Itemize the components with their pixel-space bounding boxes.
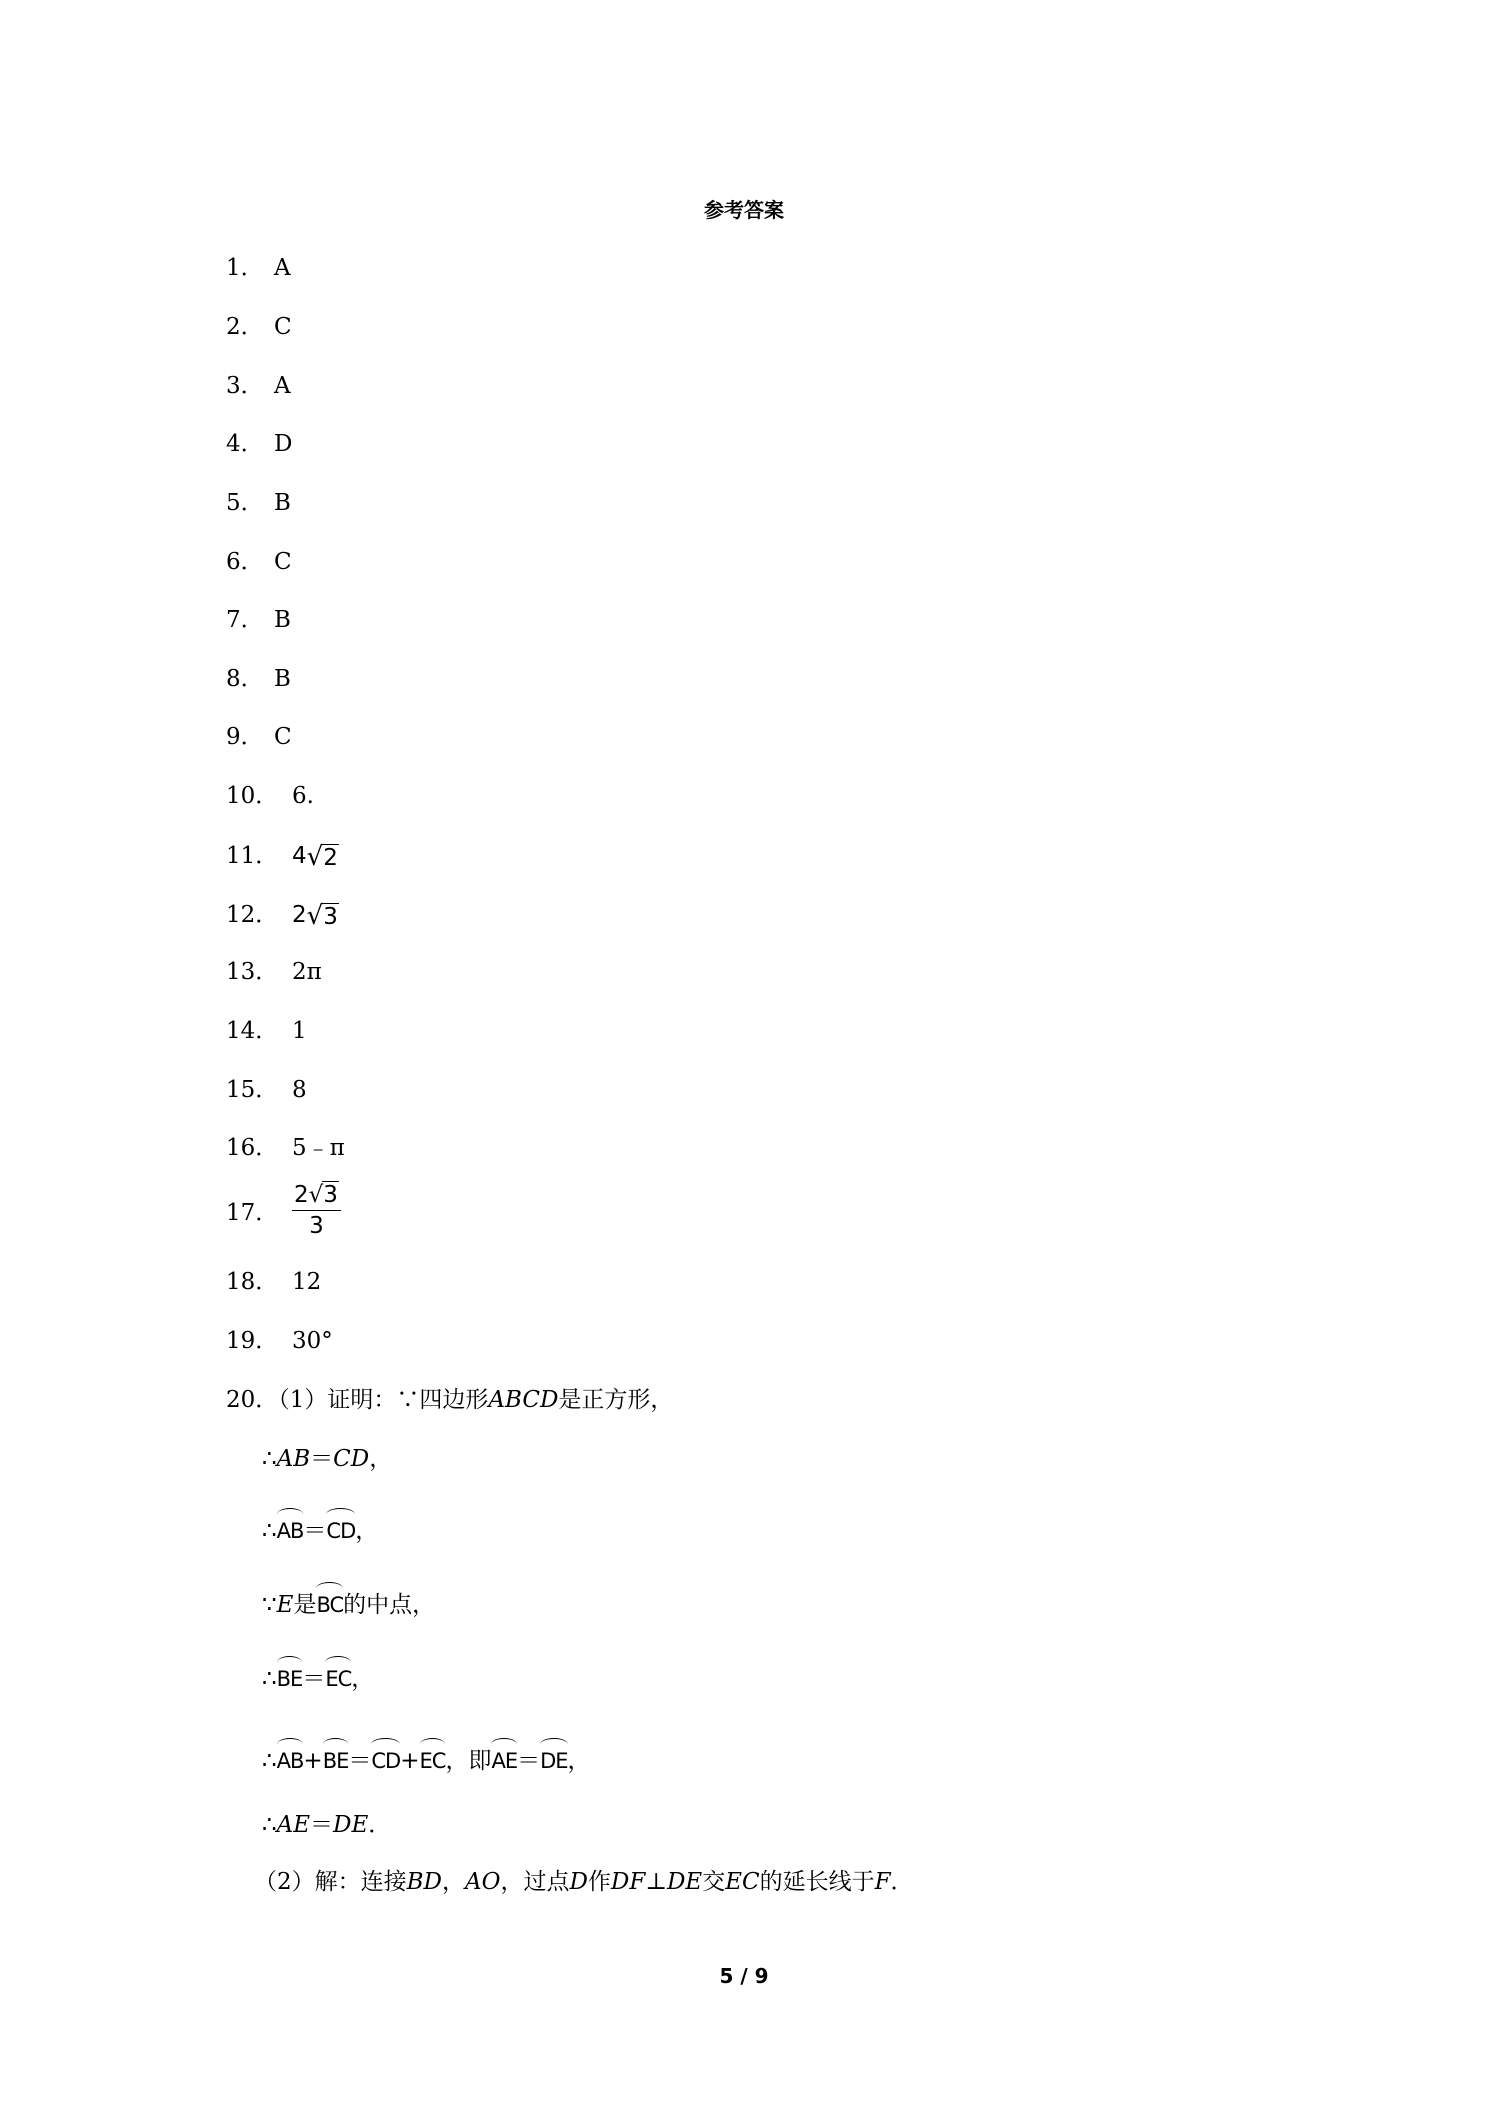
answer-item: 7． B [226,607,291,633]
arc: AE [491,1740,517,1776]
fraction: $\frac{2√3}{3}$ [292,1182,341,1239]
radical: √2 [306,842,338,872]
answer-item: 13． 2π [226,959,322,985]
answer-item: 5． B [226,490,291,516]
solution-line: （2）解：连接BD，AO，过点D作DF⊥DE交EC的延长线于F． [254,1869,914,1895]
answer-item: 18． 12 [226,1269,322,1295]
arc: BE [323,1740,349,1776]
proof-line: ∵E是BC的中点， [262,1584,435,1620]
proof-line: ∴BE＝EC， [262,1658,374,1694]
answer-item: 4． D [226,431,293,457]
arc: DE [540,1740,567,1776]
q20-heading: 20．（1）证明：∵四边形ABCD是正方形， [226,1387,674,1413]
answer-item: 1． A [226,255,291,281]
answer-item: 12． 2√3 [226,901,338,931]
answer-item: 8． B [226,666,291,692]
answer-item: 11． 4√2 [226,842,338,872]
answer-item: 17． $\frac{2√3}{3}$ [226,1182,341,1239]
radical: √3 [306,901,338,931]
arc: AB [277,1510,304,1546]
answer-item: 16． 5﹣π [226,1135,345,1161]
arc: CD [371,1740,400,1776]
arc: EC [420,1740,446,1776]
answer-item: 6． C [226,549,292,575]
answer-item: 2． C [226,314,292,340]
arc: AB [277,1740,304,1776]
page-number: 5 / 9 [719,1964,769,1988]
answer-item: 9． C [226,724,292,750]
answer-item: 15． 8 [226,1077,307,1103]
proof-line: ∴AB+BE＝CD+EC，即AE＝DE， [262,1740,591,1776]
arc: BC [316,1584,343,1620]
arc: BE [277,1658,303,1694]
answer-item: 10． 6. [226,783,314,809]
page-title: 参考答案 [704,198,784,222]
answer-item: 14． 1 [226,1018,307,1044]
answer-item: 3． A [226,373,291,399]
proof-line: ∴AE＝DE． [262,1812,392,1838]
arc: EC [325,1658,351,1694]
arc: CD [326,1510,355,1546]
answer-item: 19． 30° [226,1328,333,1354]
proof-line: ∴AB＝CD， [262,1446,393,1472]
proof-line: ∴AB＝CD， [262,1510,378,1546]
